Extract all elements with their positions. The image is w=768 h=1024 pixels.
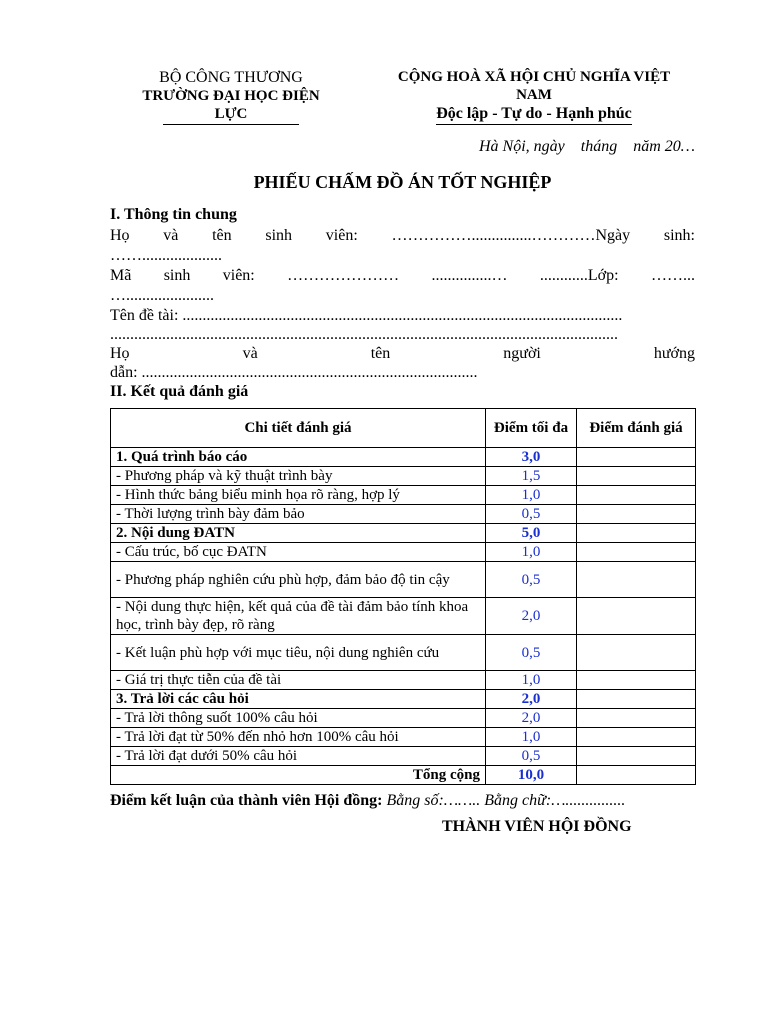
line-word: ……... [650, 267, 695, 284]
score-input-cell[interactable] [577, 747, 696, 766]
score-input-cell[interactable] [577, 598, 696, 635]
conclusion-numeric: Bằng số:…….. Bằng chữ:…............... [386, 792, 626, 809]
criteria-cell: - Thời lượng trình bày đảm bảo [111, 505, 486, 524]
line-word: tên [212, 227, 232, 244]
table-row [111, 524, 696, 543]
max-score-cell: 2,0 [486, 598, 577, 635]
max-score-cell: 1,0 [486, 486, 577, 505]
motto: Độc lập - Tự do - Hạnh phúc [436, 104, 632, 125]
school-name-line1: TRƯỜNG ĐẠI HỌC ĐIỆN [142, 88, 320, 104]
col-header-criteria: Chi tiết đánh giá [111, 409, 486, 448]
max-score-cell: 3,0 [486, 448, 577, 467]
table-row [111, 486, 696, 505]
line-word: viên: [325, 227, 358, 244]
header-right [372, 68, 696, 125]
max-score-cell: 2,0 [486, 709, 577, 728]
total-row [111, 766, 696, 785]
criteria-cell: - Giá trị thực tiễn của đề tài [111, 671, 486, 690]
score-input-cell[interactable] [577, 467, 696, 486]
signature-title: THÀNH VIÊN HỘI ĐỒNG [442, 818, 632, 835]
criteria-cell: - Phương pháp và kỹ thuật trình bày [111, 467, 486, 486]
line-word: ………………… [287, 267, 400, 284]
score-input-cell[interactable] [577, 671, 696, 690]
max-score-cell: 1,0 [486, 728, 577, 747]
col-header-max: Điểm tối đa [486, 409, 577, 448]
score-input-cell[interactable] [577, 486, 696, 505]
student-id-line [110, 266, 695, 285]
table-row [111, 671, 696, 690]
line-word: và [242, 345, 258, 362]
max-score-cell: 1,0 [486, 543, 577, 562]
criteria-cell: 1. Quá trình báo cáo [111, 448, 486, 467]
student-name-line [110, 226, 695, 245]
topic-line1: Tên đề tài: .............................................................................................................. [110, 307, 623, 324]
criteria-cell: - Trả lời thông suốt 100% câu hỏi [111, 709, 486, 728]
student-name-cont: …….................... [110, 247, 222, 264]
table-row [111, 562, 696, 598]
criteria-cell: 3. Trả lời các câu hỏi [111, 690, 486, 709]
criteria-cell: 2. Nội dung ĐATN [111, 524, 486, 543]
max-score-cell: 1,0 [486, 671, 577, 690]
table-row [111, 690, 696, 709]
max-score-cell: 5,0 [486, 524, 577, 543]
table-row [111, 448, 696, 467]
line-word: Họ [110, 345, 130, 362]
line-word: người [503, 345, 541, 362]
table-row [111, 505, 696, 524]
table-header-row [111, 409, 696, 448]
grading-table [110, 408, 696, 785]
max-score-cell: 0,5 [486, 635, 577, 671]
line-word: tên [370, 345, 391, 362]
criteria-cell: - Trả lời đạt từ 50% đến nhỏ hơn 100% câu hỏi [111, 728, 486, 747]
line-word: ...............… [431, 267, 508, 284]
line-word: hướng [653, 345, 695, 362]
table-row [111, 598, 696, 635]
header-left [130, 68, 332, 125]
topic-line2: ............................................................................................................................... [110, 326, 618, 343]
table-row [111, 728, 696, 747]
score-input-cell[interactable] [577, 635, 696, 671]
total-label: Tổng cộng [111, 766, 486, 785]
line-word: ……………...............…………Ngày [391, 227, 631, 244]
ministry-name: BỘ CÔNG THƯƠNG [159, 69, 303, 86]
line-word: sinh [265, 227, 293, 244]
table-row [111, 635, 696, 671]
document-title: PHIẾU CHẤM ĐỒ ÁN TỐT NGHIỆP [253, 172, 552, 192]
line-word: sinh [163, 267, 191, 284]
line-word: Họ [110, 227, 130, 244]
col-header-score: Điểm đánh giá [577, 409, 696, 448]
criteria-cell: - Phương pháp nghiên cứu phù hợp, đảm bảo độ tin cậy [111, 562, 486, 598]
table-row [111, 467, 696, 486]
republic-line1: CỘNG HOÀ XÃ HỘI CHỦ NGHĨA VIỆT [397, 69, 671, 85]
score-input-cell[interactable] [577, 562, 696, 598]
score-input-cell[interactable] [577, 543, 696, 562]
criteria-cell: - Kết luận phù hợp với mục tiêu, nội dung nghiên cứu [111, 635, 486, 671]
advisor-line [110, 344, 695, 363]
conclusion-label: Điểm kết luận của thành viên Hội đồng: [110, 792, 383, 809]
criteria-cell: - Hình thức bảng biểu minh họa rõ ràng, hợp lý [111, 486, 486, 505]
advisor-cont: dẫn: .................................................................................... [110, 364, 478, 381]
section1-heading: I. Thông tin chung [110, 206, 237, 223]
max-score-cell: 1,5 [486, 467, 577, 486]
total-value: 10,0 [486, 766, 577, 785]
criteria-cell: - Nội dung thực hiện, kết quả của đề tài đảm bảo tính khoa học, trình bày đẹp, rõ ràng [111, 598, 486, 635]
section2-heading: II. Kết quả đánh giá [110, 383, 249, 400]
table-row [111, 747, 696, 766]
line-word: Mã [110, 267, 132, 284]
total-score-cell[interactable] [577, 766, 696, 785]
line-word: viên: [222, 267, 255, 284]
line-word: sinh: [663, 227, 695, 244]
table-row [111, 709, 696, 728]
header-left-underline [163, 124, 299, 125]
score-input-cell[interactable] [577, 505, 696, 524]
table-row [111, 543, 696, 562]
score-input-cell[interactable] [577, 690, 696, 709]
criteria-cell: - Trả lời đạt dưới 50% câu hỏi [111, 747, 486, 766]
criteria-cell: - Cấu trúc, bố cục ĐATN [111, 543, 486, 562]
max-score-cell: 2,0 [486, 690, 577, 709]
conclusion-line [110, 792, 625, 810]
score-input-cell[interactable] [577, 524, 696, 543]
date-line: Hà Nội, ngày tháng năm 20… [479, 138, 695, 155]
max-score-cell: 0,5 [486, 505, 577, 524]
line-word: và [163, 227, 179, 244]
line-word: ............Lớp: [539, 267, 619, 284]
max-score-cell: 0,5 [486, 747, 577, 766]
republic-line2: NAM [516, 87, 552, 103]
score-input-cell[interactable] [577, 448, 696, 467]
max-score-cell: 0,5 [486, 562, 577, 598]
school-name-line2: LỰC [214, 106, 248, 122]
student-id-cont: …...................... [110, 287, 214, 304]
score-input-cell[interactable] [577, 709, 696, 728]
score-input-cell[interactable] [577, 728, 696, 747]
